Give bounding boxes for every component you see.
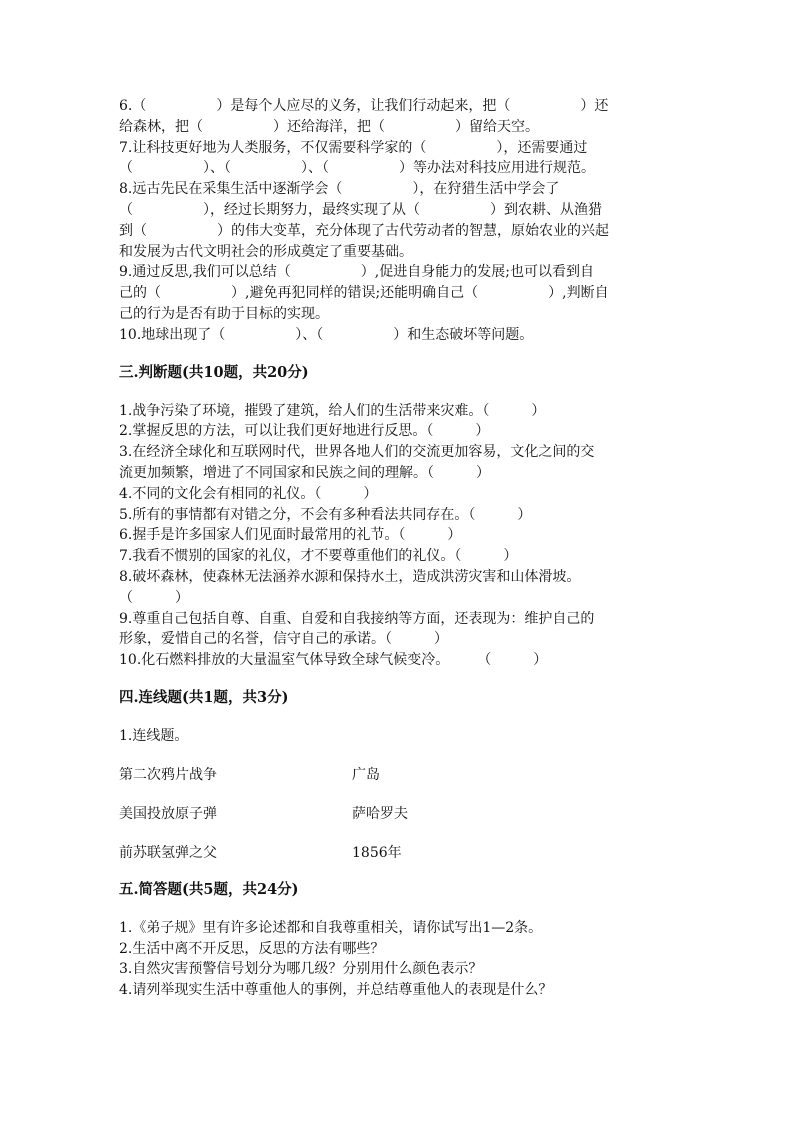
match-right-item[interactable]: 广岛 [352, 766, 380, 783]
match-pair [119, 765, 679, 785]
question-line: 10.化石燃料排放的大量温室气体导致全球气候变冷。 （ ） [119, 652, 548, 669]
question-line: （ ） [119, 589, 189, 606]
question-line: 给森林，把（ ）还给海洋，把（ ）留给天空。 [119, 118, 539, 135]
question-line: 7.让科技更好地为人类服务，不仅需要科学家的（ ），还需要通过 [119, 139, 588, 156]
question-line: 9.通过反思,我们可以总结（ ）,促进自身能力的发展;也可以看到自 [119, 264, 594, 281]
question-line: 6.握手是许多国家人们见面时最常用的礼节。（ ） [119, 527, 462, 544]
match-left-item[interactable]: 第二次鸦片战争 [119, 766, 217, 783]
question-line: 4.不同的文化会有相同的礼仪。（ ） [119, 485, 378, 502]
section-title-match: 四.连线题(共1题，共3分) [119, 688, 289, 706]
question-line: 4.请列举现实生活中尊重他人的事例，并总结尊重他人的表现是什么？ [119, 982, 553, 999]
question-line: 己的（ ）,避免再犯同样的错误;还能明确自己（ ）,判断自 [119, 285, 609, 302]
match-left-item[interactable]: 美国投放原子弹 [119, 805, 217, 822]
section-title-judge: 三.判断题(共10题，共20分) [119, 363, 309, 381]
exam-page [119, 96, 679, 1001]
question-line: 形象，爱惜自己的名誉，信守自己的承诺。（ ） [119, 631, 448, 648]
match-left-item[interactable]: 前苏联氢弹之父 [119, 844, 217, 861]
question-line: 和发展为古代文明社会的形成奠定了重要基础。 [119, 243, 413, 260]
match-pairs [119, 765, 679, 863]
question-line: 到（ ）的伟大变革，充分体现了古代劳动者的智慧，原始农业的兴起 [119, 222, 609, 239]
question-line: 7.我看不惯别的国家的礼仪，才不要尊重他们的礼仪。（ ） [119, 548, 518, 565]
question-line: （ ）、（ ）、（ ）等办法对科技应用进行规范。 [119, 160, 595, 177]
match-pair [119, 843, 679, 863]
section-title-short-answer: 五.简答题(共5题，共24分) [119, 880, 299, 898]
short-answer-questions [119, 918, 679, 1001]
question-line: 8.远古先民在采集生活中逐渐学会（ ），在狩猎生活中学会了 [119, 181, 560, 198]
question-line: 10.地球出现了（ ）、（ ）和生态破坏等问题。 [119, 326, 534, 343]
question-line: 2.生活中离不开反思，反思的方法有哪些？ [119, 940, 385, 957]
fill-blank-continued [119, 96, 679, 346]
match-pair [119, 804, 679, 824]
match-right-item[interactable]: 萨哈罗夫 [352, 805, 408, 822]
question-line: （ ），经过长期努力，最终实现了从（ ）到农耕、从渔猎 [119, 201, 602, 218]
question-line: 6.（ ）是每个人应尽的义务，让我们行动起来，把（ ）还 [119, 98, 609, 114]
question-line: 9.尊重自己包括自尊、自重、自爱和自我接纳等方面，还表现为：维护自己的 [119, 610, 595, 627]
question-line: 1.《弟子规》里有许多论述都和自我尊重相关，请你试写出1—2条。 [119, 919, 543, 936]
question-line: 3.自然灾害预警信号划分为哪几级？分别用什么颜色表示？ [119, 961, 483, 978]
question-line: 己的行为是否有助于目标的实现。 [119, 305, 329, 322]
question-line: 5.所有的事情都有对错之分，不会有多种看法共同存在。（ ） [119, 506, 532, 523]
question-line: 流更加频繁，增进了不同国家和民族之间的理解。（ ） [119, 464, 490, 481]
match-right-item[interactable]: 1856年 [352, 844, 402, 861]
judge-questions [119, 401, 679, 671]
question-line: 2.掌握反思的方法，可以让我们更好地进行反思。（ ） [119, 423, 490, 440]
question-line: 3.在经济全球化和互联网时代，世界各地人们的交流更加容易，文化之间的交 [119, 444, 595, 461]
match-question: 1.连线题。 [119, 727, 189, 744]
question-line: 8.破坏森林，使森林无法涵养水源和保持水土，造成洪涝灾害和山体滑坡。 [119, 568, 581, 585]
question-line: 1.战争污染了环境，摧毁了建筑，给人们的生活带来灾难。（ ） [119, 402, 546, 419]
